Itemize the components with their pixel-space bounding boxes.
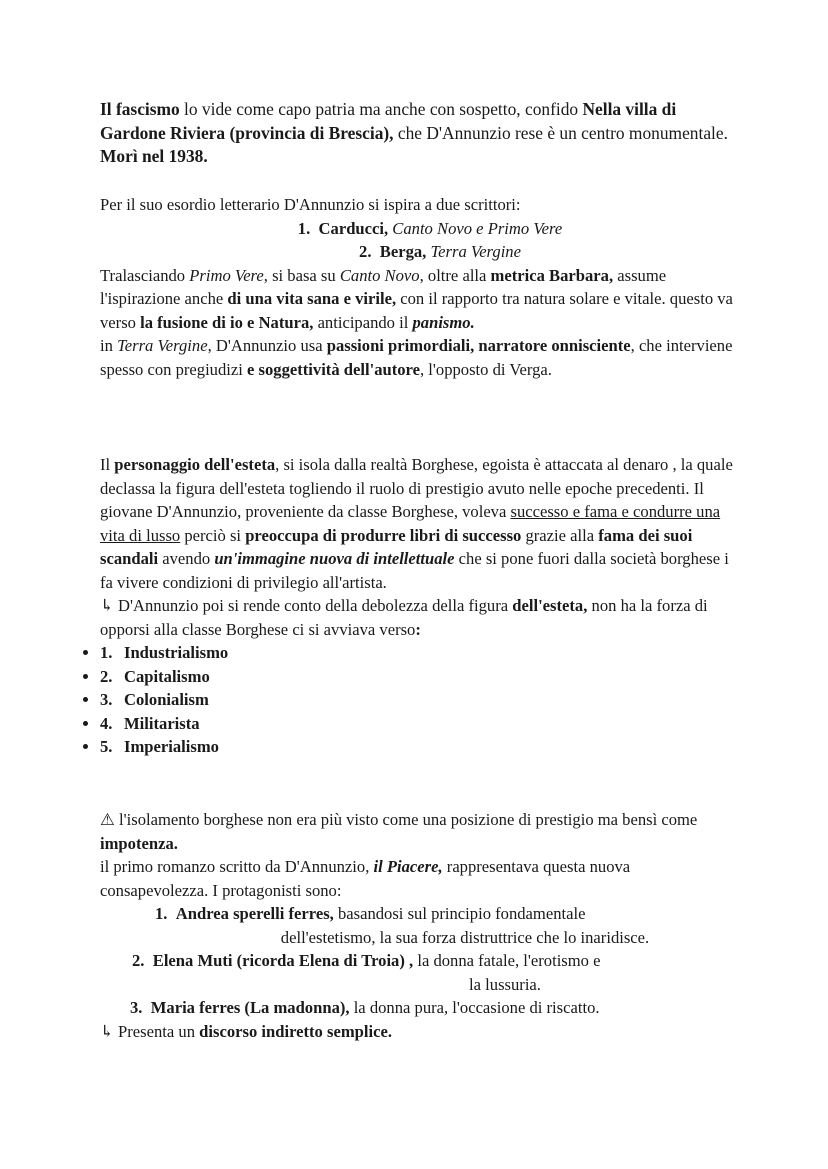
protagonist-name: Andrea sperelli ferres, (175, 904, 334, 923)
text: ↳ D'Annunzio poi si rende conto della debolezza della figura (100, 596, 513, 615)
bold: la fusione di io e Natura, (140, 312, 314, 332)
text: grazie alla (521, 525, 599, 545)
italic: Terra Vergine (117, 336, 208, 355)
bold: dell'esteta, (512, 596, 588, 615)
canto-novo-text (100, 264, 740, 335)
item-number: 1. (297, 218, 311, 238)
bold: passioni primordiali, narratore onnisciente (326, 336, 631, 355)
item-number: 1. (155, 904, 168, 923)
italic: Primo Vere (189, 265, 264, 285)
list-item (100, 688, 740, 712)
bold: impotenza. (100, 833, 178, 853)
item-label: Militarista (124, 713, 200, 733)
bold-italic: un'immagine nuova di intellettuale (214, 549, 455, 568)
writer-works: Terra Vergine (426, 242, 521, 261)
list-item (100, 735, 740, 759)
bold: di una vita sana e virile, (227, 289, 397, 308)
paragraph-fascismo (100, 98, 740, 169)
list-item (100, 665, 740, 689)
esordio-intro: Per il suo esordio letterario D'Annunzio si ispira a due scrittori: (100, 195, 521, 214)
protagonist-1 (100, 902, 740, 926)
bold: discorso indiretto semplice. (199, 1021, 392, 1041)
bold-villa: Nella villa di Gardone Riviera (provincia di Brescia), (100, 99, 677, 143)
text: avendo (158, 549, 215, 568)
text: Il (100, 455, 115, 474)
warning-text: ⚠ l'isolamento borghese non era più visto come una posizione di prestigio ma bensì come (100, 810, 698, 829)
item-number: 3. (130, 998, 143, 1017)
bold-italic: il Piacere, (373, 857, 443, 876)
text: perciò si (180, 525, 246, 545)
item-number: 5. (100, 737, 113, 756)
writer-name: Carducci, (318, 218, 389, 238)
item-number: 4. (100, 713, 113, 733)
bold-death: Morì nel 1938. (100, 146, 208, 166)
writer-item-2 (100, 240, 740, 264)
bold: personaggio dell'esteta (114, 455, 276, 474)
text: che si pone fuori dalla società borghese i fa vivere condizioni di privilegio all'artista. (100, 549, 729, 592)
text: rappresentava questa nuova consapevolezza. I protagonisti sono: (100, 857, 631, 900)
text: non ha la forza di opporsi alla classe Borghese ci si avviava verso (100, 596, 708, 639)
writer-item-1 (100, 217, 740, 241)
paragraph-esteta (100, 453, 740, 759)
text: , l'opposto di Verga. (420, 359, 552, 379)
bold: e soggettività dell'autore (247, 359, 420, 379)
item-number: 1. (100, 643, 113, 662)
protagonist-1-cont (100, 926, 740, 950)
text: che D'Annunzio rese è un centro monumentale. (393, 122, 728, 143)
item-number: 2. (100, 666, 113, 686)
italic: Canto Novo (339, 265, 420, 285)
text: il primo romanzo scritto da D'Annunzio, (100, 857, 374, 876)
text: , D'Annunzio usa (207, 336, 327, 355)
list-item (100, 712, 740, 736)
text: , che interviene spesso con pregiudizi (100, 336, 733, 379)
underline: successo e fama e condurre una vita di lusso (100, 502, 721, 545)
protagonist-2-cont (100, 973, 740, 997)
piacere-text (100, 855, 740, 902)
text: anticipando il (313, 312, 413, 332)
text: Tralasciando (100, 265, 190, 285)
text: , si basa su (263, 265, 340, 285)
discorso-text (100, 1020, 740, 1044)
bold: metrica Barbara, (490, 265, 614, 285)
protagonist-2 (100, 949, 740, 973)
esteta-text (100, 453, 740, 594)
bold: fama dei suoi scandali (100, 525, 693, 568)
ism-list (100, 641, 740, 759)
bold: : (415, 619, 421, 639)
text: basandosi sul principio fondamentale (333, 904, 586, 923)
item-number: 3. (100, 690, 113, 709)
item-label: Capitalismo (124, 666, 210, 686)
list-item (100, 641, 740, 665)
text: la donna pura, l'occasione di riscatto. (349, 998, 600, 1017)
text: la donna fatale, l'erotismo e (413, 951, 601, 970)
protagonist-name: Elena Muti (ricorda Elena di Troia) , (152, 951, 414, 970)
debolezza-text (100, 594, 740, 641)
protagonist-name: Maria ferres (La madonna), (150, 998, 350, 1017)
bold: preoccupa di produrre libri di successo (245, 525, 522, 545)
text: ↳ Presenta un (100, 1021, 200, 1041)
terra-vergine-text (100, 334, 740, 381)
item-label: Colonialism (124, 690, 209, 709)
text: assume l'ispirazione anche (100, 265, 667, 308)
item-number: 2. (359, 242, 372, 261)
text: la lussuria. (469, 974, 541, 994)
text: con il rapporto tra natura solare e vitale. questo va verso (100, 289, 733, 332)
text: , si isola dalla realtà Borghese, egoista è attaccata al denaro , la quale declassa la figura dell'esteta togliendo il ruolo di prestigio avuto nelle epoche precedenti. Il giovane D'Annunzio, proveniente da classe Borghese, voleva (100, 455, 733, 521)
impotenza-text (100, 808, 740, 855)
protagonist-3 (100, 996, 740, 1020)
text: , oltre alla (419, 265, 491, 285)
writer-name: Berga, (379, 242, 427, 261)
writer-works: Canto Novo e Primo Vere (388, 218, 563, 238)
bold-fascismo: Il fascismo (100, 99, 180, 119)
bold-italic: panismo. (412, 312, 475, 332)
paragraph-esordio (100, 193, 740, 381)
text: dell'estetismo, la sua forza distruttrice che lo inaridisce. (280, 927, 650, 947)
item-number: 2. (132, 951, 145, 970)
item-label: Industrialismo (124, 643, 229, 662)
item-label: Imperialismo (124, 737, 219, 756)
text: lo vide come capo patria ma anche con sospetto, confido (179, 99, 583, 119)
paragraph-piacere (100, 808, 740, 1043)
text: in (100, 336, 118, 355)
